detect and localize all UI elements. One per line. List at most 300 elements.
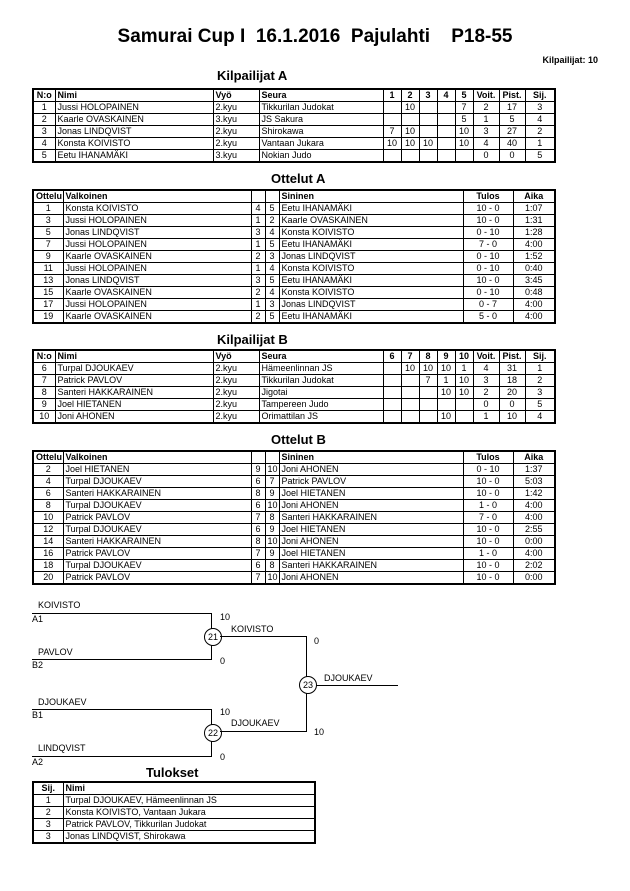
column-header: Nimi [55,350,213,363]
table-row [33,311,555,324]
table-cell: 7 [251,512,265,524]
table-cell: 10 [455,375,473,387]
table-cell [383,411,401,424]
table-cell: 0 - 10 [463,251,513,263]
table-cell: 5 [499,114,525,126]
table-row [33,488,555,500]
table-cell: 18 [499,375,525,387]
table-cell [383,102,401,114]
table-cell: 5 [33,227,63,239]
table-cell: 3 [251,227,265,239]
results-header-row [33,782,315,795]
table-cell: 2.kyu [213,138,259,150]
table-cell: Eetu IHANAMÄKI [279,311,463,324]
table-cell: 2.kyu [213,126,259,138]
table-cell: Patrick PAVLOV [63,548,251,560]
table-cell: 8 [33,500,63,512]
table-cell: 6 [251,524,265,536]
table-cell: 4 [265,263,279,275]
table-cell: Turpal DJOUKAEV [63,476,251,488]
table-cell: 0:00 [513,572,555,585]
sf1-top-score: 10 [220,612,231,622]
table-cell: 4 [33,476,63,488]
table-cell: 1 [33,102,55,114]
table-cell [455,150,473,163]
table-cell: 4:00 [513,500,555,512]
table-cell: Joni AHONEN [279,536,463,548]
table-row [33,795,315,807]
column-header: 2 [401,89,419,102]
table-cell: 8 [265,512,279,524]
table-cell: 0 [473,399,499,411]
table-cell [455,411,473,424]
column-header: N:o [33,89,55,102]
table-cell: Patrick PAVLOV [279,476,463,488]
table-cell: 3 [525,387,555,399]
table-cell: 10 - 0 [463,476,513,488]
table-cell [383,150,401,163]
table-cell: 4 [525,114,555,126]
table-cell [419,411,437,424]
column-header: Nimi [63,782,315,795]
table-cell: 3 [33,819,63,831]
column-header: Seura [259,89,383,102]
final-top-score: 0 [314,636,320,646]
column-header: Sij. [525,350,555,363]
table-cell: 1 [437,375,455,387]
table-row [33,464,555,476]
table-cell: 1:31 [513,215,555,227]
table-cell: Kaarle OVASKAINEN [55,114,213,126]
table-cell: 17 [33,299,63,311]
table-cell: 3 [251,275,265,287]
table-cell: 10 [265,572,279,585]
column-header: 1 [383,89,401,102]
column-header [265,451,279,464]
sf2-top-line [32,709,212,710]
table-cell: 0:00 [513,536,555,548]
table-cell [437,114,455,126]
table-row [33,150,555,163]
table-cell: 4 [251,203,265,215]
table-cell: 7 [383,126,401,138]
column-header: Vyö [213,350,259,363]
table-cell: 10 [455,126,473,138]
table-row [33,102,555,114]
sf2-match-number: 22 [204,724,222,742]
table-cell: Konsta KOIVISTO [55,138,213,150]
sf2-bottom-seed: A2 [32,757,44,767]
table-cell: 3 [265,251,279,263]
table-cell: 0 [499,150,525,163]
table-cell: Kaarle OVASKAINEN [63,311,251,324]
table-cell [401,375,419,387]
sf2-top-name: DJOUKAEV [38,697,87,707]
table-cell: 10 - 0 [463,536,513,548]
table-row [33,524,555,536]
pool-b-table [32,349,556,424]
table-cell: 6 [251,476,265,488]
table-cell: 7 [251,548,265,560]
table-row [33,363,555,375]
table-cell [401,150,419,163]
table-cell: Tikkurilan Judokat [259,102,383,114]
sf2-bottom-line [32,756,212,757]
table-cell: 10 - 0 [463,572,513,585]
table-cell: 20 [33,572,63,585]
table-cell: 0 [499,399,525,411]
matches-a-heading: Ottelut A [271,171,326,186]
table-cell: 10 [33,411,55,424]
table-cell: 1 - 0 [463,500,513,512]
table-cell: JS Sakura [259,114,383,126]
table-cell: 4:00 [513,299,555,311]
table-cell: 5 [265,203,279,215]
column-header: 9 [437,350,455,363]
table-cell: 2 [525,375,555,387]
column-header: 3 [419,89,437,102]
table-row [33,138,555,150]
table-cell: Jussi HOLOPAINEN [63,299,251,311]
table-cell: Jonas LINDQVIST [279,299,463,311]
sf1-top-seed: A1 [32,614,44,624]
table-cell: 7 [33,239,63,251]
pool-a-table [32,88,556,163]
table-cell: Turpal DJOUKAEV, Hämeenlinnan JS [63,795,315,807]
table-cell: 9 [265,488,279,500]
table-cell: 1 [251,215,265,227]
table-cell [437,102,455,114]
table-row [33,239,555,251]
page-title: Samurai Cup I 16.1.2016 Pajulahti P18-55 [117,26,513,47]
table-cell: Tampereen Judo [259,399,383,411]
column-header: Sininen [279,190,463,203]
table-cell: 2 [265,215,279,227]
table-cell: Eetu IHANAMÄKI [279,239,463,251]
table-cell: 2.kyu [213,375,259,387]
table-cell: 1 - 0 [463,548,513,560]
table-cell: 3 [33,215,63,227]
table-cell: 9 [251,464,265,476]
column-header: Voit. [473,350,499,363]
table-cell [383,387,401,399]
column-header: Valkoinen [63,190,251,203]
table-row [33,126,555,138]
table-cell: 1 [455,363,473,375]
sf1-bottom-seed: B2 [32,660,44,670]
table-cell: 7 [455,102,473,114]
table-cell: Santeri HAKKARAINEN [279,560,463,572]
table-cell: 8 [265,560,279,572]
table-row [33,203,555,215]
column-header: Nimi [55,89,213,102]
table-cell: 31 [499,363,525,375]
table-cell: 1:37 [513,464,555,476]
table-cell: 10 - 0 [463,275,513,287]
table-cell: 10 [455,387,473,399]
table-cell: 2 [473,387,499,399]
table-cell: 11 [33,263,63,275]
table-cell: 3.kyu [213,114,259,126]
table-cell: 0 - 10 [463,227,513,239]
table-cell: 10 - 0 [463,524,513,536]
column-header: Seura [259,350,383,363]
table-cell: 1:52 [513,251,555,263]
table-row [33,387,555,399]
table-row [33,275,555,287]
sf1-top-line [32,613,212,614]
table-cell: 5 [33,150,55,163]
final-bottom-score: 10 [314,727,325,737]
table-cell: 40 [499,138,525,150]
column-header: 5 [455,89,473,102]
table-cell: Patrick PAVLOV [63,572,251,585]
table-cell: Joel HIETANEN [279,488,463,500]
table-cell: 12 [33,524,63,536]
table-cell: 6 [251,560,265,572]
table-cell: 2 [251,251,265,263]
table-cell: Santeri HAKKARAINEN [63,488,251,500]
column-header: Sininen [279,451,463,464]
table-cell: 2 [33,464,63,476]
column-header: Ottelu [33,451,63,464]
table-cell: 10 [419,363,437,375]
table-row [33,512,555,524]
table-cell: 10 [265,464,279,476]
table-cell: 9 [265,548,279,560]
table-cell: 14 [33,536,63,548]
table-row [33,227,555,239]
column-header: 6 [383,350,401,363]
table-cell: 10 - 0 [463,560,513,572]
table-cell: 1 [473,114,499,126]
table-cell: Eetu IHANAMÄKI [279,203,463,215]
pool-b-heading: Kilpailijat B [217,332,288,347]
sf1-bottom-score: 0 [220,656,226,666]
table-cell [419,102,437,114]
table-cell: 2 [33,807,63,819]
table-cell: 0 - 7 [463,299,513,311]
column-header: Sij. [33,782,63,795]
sf2-bottom-score: 0 [220,752,226,762]
table-cell: Shirokawa [259,126,383,138]
table-cell: 6 [33,488,63,500]
table-cell [419,150,437,163]
column-header: Sij. [525,89,555,102]
table-cell: Jussi HOLOPAINEN [55,102,213,114]
pool-a-header-row [33,89,555,102]
table-cell: 13 [33,275,63,287]
matches-b-heading: Ottelut B [271,432,326,447]
table-cell [419,387,437,399]
table-cell: Joni AHONEN [279,464,463,476]
table-cell: Jigotai [259,387,383,399]
sf2-top-score: 10 [220,707,231,717]
table-cell: 1:28 [513,227,555,239]
column-header: Aika [513,451,555,464]
table-cell: Patrick PAVLOV [55,375,213,387]
table-cell: 4 [33,138,55,150]
table-cell: 8 [251,536,265,548]
sf1-bottom-name: PAVLOV [38,647,73,657]
table-cell: 10 [437,387,455,399]
table-cell: Kaarle OVASKAINEN [63,251,251,263]
table-cell: Konsta KOIVISTO [63,203,251,215]
table-cell: 9 [265,524,279,536]
table-cell [437,138,455,150]
table-cell: 9 [33,399,55,411]
table-cell: 2:55 [513,524,555,536]
table-row [33,411,555,424]
table-cell: 19 [33,311,63,324]
matches-b-header-row [33,451,555,464]
results-table [32,781,316,844]
results-heading: Tulokset [146,765,199,780]
table-cell: 7 - 0 [463,239,513,251]
table-cell: Jonas LINDQVIST [63,227,251,239]
table-cell: Turpal DJOUKAEV [63,560,251,572]
table-cell: Jonas LINDQVIST, Shirokawa [63,831,315,844]
sf2-winner-line [220,731,307,732]
table-cell [383,114,401,126]
table-cell: 1 [251,263,265,275]
table-cell: 16 [33,548,63,560]
table-cell: 10 [401,138,419,150]
table-cell: 3 [33,126,55,138]
table-cell: 7 [33,375,55,387]
table-cell: 1 [33,203,63,215]
matches-a-header-row [33,190,555,203]
table-cell: Joni AHONEN [55,411,213,424]
table-cell: Konsta KOIVISTO [279,287,463,299]
table-cell: 10 [455,138,473,150]
table-cell: Eetu IHANAMÄKI [279,275,463,287]
table-row [33,548,555,560]
column-header [251,190,265,203]
sf1-winner: KOIVISTO [231,624,274,634]
table-cell: 10 [33,512,63,524]
table-row [33,251,555,263]
table-row [33,476,555,488]
column-header [251,451,265,464]
column-header: 4 [437,89,455,102]
table-cell: Tikkurilan Judokat [259,375,383,387]
table-cell: Patrick PAVLOV [63,512,251,524]
table-cell [383,399,401,411]
table-cell: 8 [33,387,55,399]
table-cell: Patrick PAVLOV, Tikkurilan Judokat [63,819,315,831]
table-cell: 10 [437,363,455,375]
table-cell: 6 [33,363,55,375]
table-cell: 3 [265,299,279,311]
table-cell: 4 [265,227,279,239]
table-cell: Jussi HOLOPAINEN [63,215,251,227]
sf2-top-seed: B1 [32,710,44,720]
table-cell: Jussi HOLOPAINEN [63,239,251,251]
table-row [33,375,555,387]
table-cell: 3 [525,102,555,114]
column-header: 8 [419,350,437,363]
table-cell: 6 [251,500,265,512]
table-cell: 2 [525,126,555,138]
table-cell: 8 [251,488,265,500]
table-cell: 3.kyu [213,150,259,163]
table-cell [419,114,437,126]
table-cell: 5 - 0 [463,311,513,324]
table-row [33,215,555,227]
table-row [33,831,315,844]
table-cell: 2 [473,102,499,114]
sf1-bottom-line [32,659,212,660]
table-cell: 3 [473,375,499,387]
table-row [33,299,555,311]
table-cell [401,411,419,424]
table-cell: Jonas LINDQVIST [63,275,251,287]
table-cell: 0:40 [513,263,555,275]
table-cell: 27 [499,126,525,138]
table-cell: Hämeenlinnan JS [259,363,383,375]
table-cell: 2.kyu [213,387,259,399]
table-cell [383,375,401,387]
table-cell: Konsta KOIVISTO [279,227,463,239]
table-cell: 1 [473,411,499,424]
table-row [33,500,555,512]
table-cell [437,126,455,138]
table-cell [455,399,473,411]
table-cell: 0 [473,150,499,163]
table-cell: 2 [33,114,55,126]
table-cell: 0 - 10 [463,287,513,299]
table-cell: 1 [525,363,555,375]
table-cell [401,387,419,399]
table-cell [401,399,419,411]
column-header: 7 [401,350,419,363]
table-cell: 5 [265,239,279,251]
table-cell: 1 [33,795,63,807]
table-cell: 3 [33,831,63,844]
table-cell: Joni AHONEN [279,500,463,512]
table-row [33,819,315,831]
sf1-top-name: KOIVISTO [38,600,81,610]
table-cell: 4:00 [513,548,555,560]
pool-a-heading: Kilpailijat A [217,68,288,83]
column-header: Tulos [463,451,513,464]
table-cell: 5:03 [513,476,555,488]
table-cell: 10 - 0 [463,488,513,500]
final-winner: DJOUKAEV [324,673,373,683]
sf1-match-number: 21 [204,628,222,646]
table-cell: 7 [419,375,437,387]
table-cell [437,150,455,163]
table-cell: 5 [265,275,279,287]
column-header: Vyö [213,89,259,102]
table-cell: Joni AHONEN [279,572,463,585]
column-header [265,190,279,203]
table-cell: Orimattilan JS [259,411,383,424]
column-header: Aika [513,190,555,203]
table-cell: Jussi HOLOPAINEN [63,263,251,275]
table-cell: 2.kyu [213,102,259,114]
table-cell: 2.kyu [213,399,259,411]
column-header: Voit. [473,89,499,102]
column-header: N:o [33,350,55,363]
table-cell: Jonas LINDQVIST [55,126,213,138]
table-cell: 4:00 [513,311,555,324]
sf2-winner: DJOUKAEV [231,718,280,728]
table-cell: Joel HIETANEN [55,399,213,411]
table-cell: 3:45 [513,275,555,287]
column-header: Pist. [499,350,525,363]
